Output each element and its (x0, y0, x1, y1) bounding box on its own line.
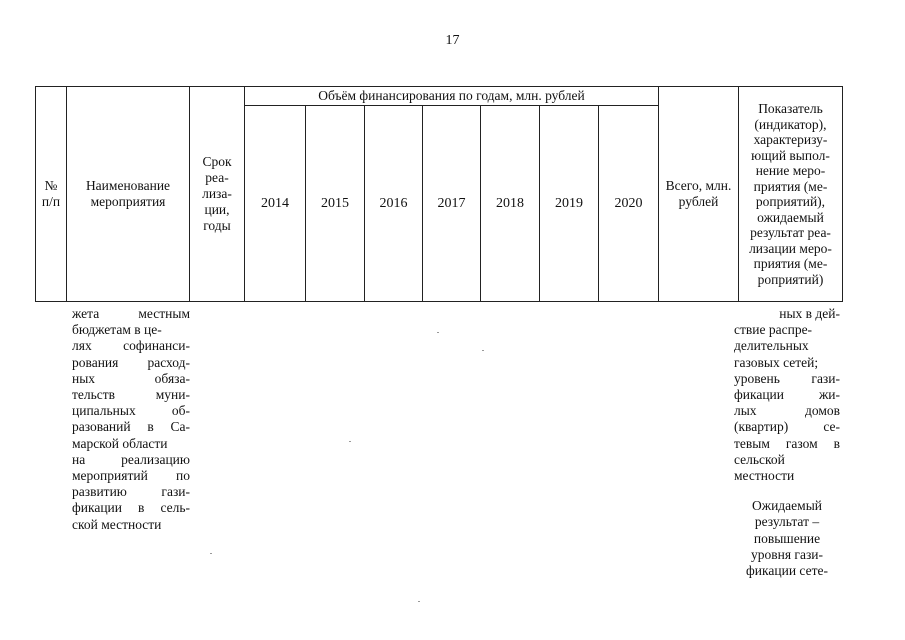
header-term: Срок реа-лиза-ции, годы (190, 87, 245, 302)
indicator-line: лых домов (734, 403, 840, 419)
name-line: марской области (72, 435, 168, 451)
name-line: ных обяза- (72, 370, 190, 386)
indicator-line: уровень гази- (734, 370, 840, 386)
header-year-2015: 2015 (306, 106, 365, 302)
name-line: тельств муни- (72, 387, 190, 403)
indicator-text (734, 306, 840, 579)
scan-speck (437, 332, 439, 333)
financing-table (35, 86, 843, 302)
indicator-line: (квартир) се- (734, 419, 840, 435)
page-number: 17 (445, 33, 460, 48)
indicator-line: ных в дей- (779, 306, 840, 321)
name-line: жета местным (72, 306, 190, 321)
name-line: на реализацию (72, 451, 190, 467)
header-indicator: Показатель (индикатор), характеризу-ющий выпол-нение меро-приятия (ме-роприятий), ожидаемый результат реа-лизации меро-приятия (ме-роприятий) (739, 87, 843, 302)
indicator-line: результат – (754, 514, 820, 530)
name-line: рования расход- (72, 354, 190, 370)
indicator-line: уровня гази- (750, 546, 823, 562)
name-line: бюджетам в це- (72, 322, 162, 338)
header-year-2014: 2014 (245, 106, 306, 302)
scan-speck (210, 553, 212, 554)
indicator-line: ствие распре- (734, 322, 813, 338)
header-year-2017: 2017 (423, 106, 481, 302)
name-line: лях софинанси- (72, 338, 190, 354)
header-name: Наименование мероприятия (67, 87, 190, 302)
indicator-line: сельской (734, 451, 785, 467)
name-line: ской местности (72, 516, 162, 532)
name-line: ципальных об- (72, 403, 190, 419)
indicator-line: тевым газом в (734, 435, 840, 451)
indicator-line: делительных (734, 338, 809, 354)
name-line: фикации в сель- (72, 500, 190, 516)
scan-speck (349, 441, 351, 442)
header-year-2019: 2019 (540, 106, 599, 302)
indicator-line: газовых сетей; (734, 354, 819, 370)
indicator-line: фикации сете- (746, 563, 828, 579)
header-year-2018: 2018 (481, 106, 540, 302)
indicator-line: Ожидаемый (752, 498, 822, 514)
header-financing: Объём финансирования по годам, млн. рублей (245, 87, 659, 106)
scan-speck (418, 601, 420, 602)
header-number: № п/п (36, 87, 67, 302)
header-year-2016: 2016 (365, 106, 423, 302)
header-total: Всего, млн. рублей (659, 87, 739, 302)
name-line: мероприятий по (72, 468, 190, 484)
paragraph-gap (734, 484, 840, 498)
name-line: разований в Са- (72, 419, 190, 435)
activity-name-text (72, 306, 190, 533)
indicator-line: местности (734, 468, 795, 484)
indicator-line: повышение (753, 530, 821, 546)
indicator-line: фикации жи- (734, 387, 840, 403)
header-year-2020: 2020 (599, 106, 659, 302)
scan-speck (482, 350, 484, 351)
name-line: развитию гази- (72, 484, 190, 500)
